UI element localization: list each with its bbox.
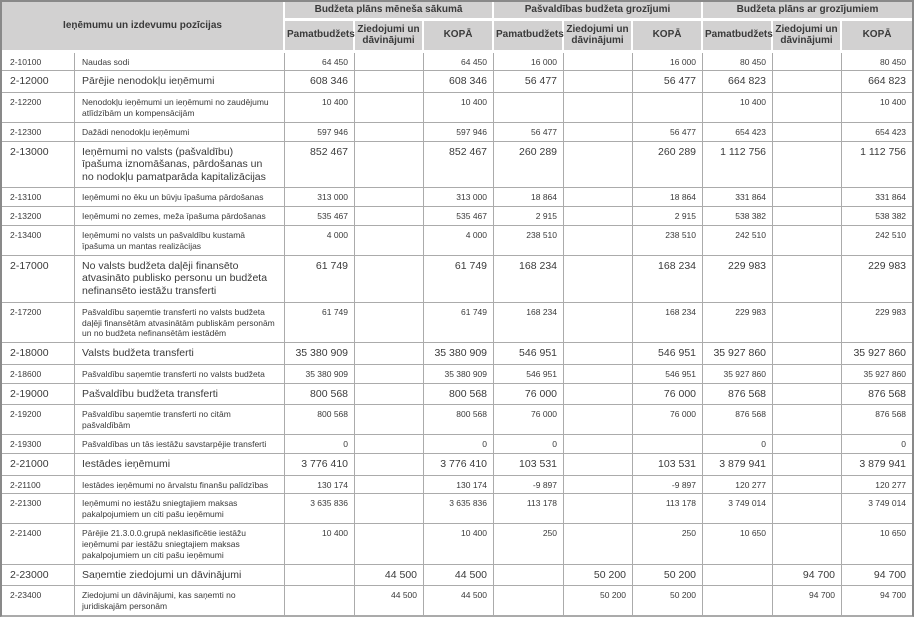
value-cell: 313 000 — [285, 188, 355, 207]
value-cell: 4 000 — [424, 226, 494, 256]
subcolumn-header: Ziedojumi un dāvinājumi — [355, 21, 424, 53]
value-cell: 94 700 — [842, 565, 912, 587]
value-cell: 0 — [703, 435, 773, 454]
table-row — [2, 565, 912, 587]
value-cell — [703, 565, 773, 587]
value-cell: 242 510 — [703, 226, 773, 256]
value-cell: 0 — [424, 435, 494, 454]
value-cell: 50 200 — [633, 586, 703, 616]
value-cell: 3 635 836 — [424, 494, 494, 524]
value-cell — [564, 454, 633, 476]
value-cell — [773, 256, 842, 303]
value-cell: 242 510 — [842, 226, 912, 256]
row-code: 2-12000 — [2, 71, 75, 93]
row-code: 2-23400 — [2, 586, 75, 616]
group-header-plan-amended: Budžeta plāns ar grozījumiem — [703, 2, 912, 21]
value-cell — [773, 494, 842, 524]
value-cell: -9 897 — [494, 476, 564, 495]
value-cell: 800 568 — [285, 405, 355, 435]
row-name: Pārējie 21.3.0.0.grupā neklasificētie iestāžu ieņēmumi par iestāžu sniegtajiem maksas pakalpojumiem un citi pašu ieņēmumi — [75, 524, 285, 565]
value-cell — [494, 93, 564, 123]
value-cell: 608 346 — [285, 71, 355, 93]
value-cell: 597 946 — [424, 123, 494, 142]
value-cell — [773, 343, 842, 365]
row-name: Pašvaldību saņemtie transferti no citām pašvaldībām — [75, 405, 285, 435]
value-cell: 4 000 — [285, 226, 355, 256]
value-cell: 260 289 — [633, 142, 703, 189]
value-cell: 3 776 410 — [424, 454, 494, 476]
value-cell — [564, 226, 633, 256]
value-cell: 538 382 — [842, 207, 912, 226]
row-code: 2-13000 — [2, 142, 75, 189]
row-code: 2-13100 — [2, 188, 75, 207]
subcolumn-header: Pamatbudžets — [494, 21, 564, 53]
value-cell: 44 500 — [355, 565, 424, 587]
value-cell: 113 178 — [633, 494, 703, 524]
row-code: 2-21300 — [2, 494, 75, 524]
value-cell: 10 400 — [285, 524, 355, 565]
value-cell — [355, 207, 424, 226]
value-cell: 2 915 — [494, 207, 564, 226]
row-name: Ieņēmumi no zemes, meža īpašuma pārdošanas — [75, 207, 285, 226]
value-cell: 260 289 — [494, 142, 564, 189]
value-cell: 250 — [494, 524, 564, 565]
table-row — [2, 494, 912, 524]
row-code: 2-23000 — [2, 565, 75, 587]
value-cell: 50 200 — [633, 565, 703, 587]
value-cell: 64 450 — [285, 53, 355, 72]
value-cell: 103 531 — [633, 454, 703, 476]
subcolumn-header: KOPĀ — [842, 21, 912, 53]
value-cell — [355, 303, 424, 344]
table-row — [2, 123, 912, 142]
row-code: 2-21100 — [2, 476, 75, 495]
value-cell: 3 635 836 — [285, 494, 355, 524]
row-name: Iestādes ieņēmumi — [75, 454, 285, 476]
value-cell: 546 951 — [633, 343, 703, 365]
value-cell: 76 000 — [494, 405, 564, 435]
value-cell — [564, 188, 633, 207]
value-cell: 61 749 — [285, 303, 355, 344]
subcolumn-header: Ziedojumi un dāvinājumi — [773, 21, 842, 53]
value-cell: 168 234 — [494, 303, 564, 344]
value-cell — [355, 524, 424, 565]
value-cell: 10 650 — [842, 524, 912, 565]
value-cell: 535 467 — [424, 207, 494, 226]
value-cell: 3 749 014 — [842, 494, 912, 524]
value-cell — [773, 476, 842, 495]
value-cell: 597 946 — [285, 123, 355, 142]
value-cell: 1 112 756 — [703, 142, 773, 189]
row-name: Pašvaldību budžeta transferti — [75, 384, 285, 406]
value-cell — [564, 256, 633, 303]
value-cell — [285, 586, 355, 616]
value-cell: 56 477 — [633, 71, 703, 93]
value-cell: 800 568 — [285, 384, 355, 406]
row-code: 2-13200 — [2, 207, 75, 226]
value-cell — [564, 435, 633, 454]
value-cell: 35 927 860 — [703, 343, 773, 365]
value-cell: 10 400 — [703, 93, 773, 123]
value-cell: 664 823 — [842, 71, 912, 93]
value-cell: 800 568 — [424, 405, 494, 435]
value-cell: 18 864 — [494, 188, 564, 207]
value-cell: 535 467 — [285, 207, 355, 226]
value-cell: 44 500 — [424, 565, 494, 587]
value-cell — [564, 524, 633, 565]
value-cell — [773, 454, 842, 476]
value-cell — [355, 365, 424, 384]
value-cell: 546 951 — [494, 365, 564, 384]
value-cell — [564, 405, 633, 435]
value-cell — [703, 586, 773, 616]
value-cell: 56 477 — [494, 71, 564, 93]
row-code: 2-12300 — [2, 123, 75, 142]
value-cell — [633, 435, 703, 454]
table-row — [2, 435, 912, 454]
value-cell — [773, 405, 842, 435]
table-header — [2, 2, 912, 53]
value-cell: 76 000 — [633, 405, 703, 435]
value-cell: 168 234 — [633, 256, 703, 303]
value-cell: 103 531 — [494, 454, 564, 476]
value-cell: 852 467 — [424, 142, 494, 189]
table-row — [2, 207, 912, 226]
row-name: Naudas sodi — [75, 53, 285, 72]
row-name: No valsts budžeta daļēji finansēto atvasināto publisko personu un budžeta nefinansēto iestāžu transferti — [75, 256, 285, 303]
value-cell: 229 983 — [703, 303, 773, 344]
value-cell: 331 864 — [703, 188, 773, 207]
value-cell — [564, 123, 633, 142]
value-cell: 35 380 909 — [424, 365, 494, 384]
value-cell: 76 000 — [633, 384, 703, 406]
value-cell: 876 568 — [703, 384, 773, 406]
value-cell — [355, 71, 424, 93]
table-row — [2, 226, 912, 256]
value-cell: 229 983 — [703, 256, 773, 303]
row-name: Saņemtie ziedojumi un dāvinājumi — [75, 565, 285, 587]
value-cell: 876 568 — [842, 384, 912, 406]
value-cell — [355, 93, 424, 123]
table-row — [2, 405, 912, 435]
row-code: 2-19300 — [2, 435, 75, 454]
value-cell: 876 568 — [842, 405, 912, 435]
row-name: Ieņēmumi no ēku un būvju īpašuma pārdošanas — [75, 188, 285, 207]
value-cell: 35 927 860 — [703, 365, 773, 384]
value-cell — [773, 71, 842, 93]
value-cell — [773, 142, 842, 189]
row-name: Nenodokļu ieņēmumi un ieņēmumi no zaudējumu atlīdzībām un kompensācijām — [75, 93, 285, 123]
table-row — [2, 53, 912, 72]
value-cell: 35 927 860 — [842, 365, 912, 384]
value-cell: 35 380 909 — [424, 343, 494, 365]
value-cell — [773, 524, 842, 565]
value-cell: 238 510 — [633, 226, 703, 256]
subcolumn-header: KOPĀ — [424, 21, 494, 53]
value-cell: 80 450 — [842, 53, 912, 72]
row-name: Ieņēmumi no iestāžu sniegtajiem maksas pakalpojumiem un citi pašu ieņēmumi — [75, 494, 285, 524]
row-code: 2-18600 — [2, 365, 75, 384]
value-cell: 800 568 — [424, 384, 494, 406]
value-cell: 64 450 — [424, 53, 494, 72]
value-cell: 654 423 — [842, 123, 912, 142]
value-cell: 61 749 — [285, 256, 355, 303]
table-row — [2, 142, 912, 189]
value-cell: 10 650 — [703, 524, 773, 565]
value-cell: 3 879 941 — [842, 454, 912, 476]
value-cell — [564, 207, 633, 226]
value-cell — [564, 365, 633, 384]
value-cell: 664 823 — [703, 71, 773, 93]
subcolumn-header: Ziedojumi un dāvinājumi — [564, 21, 633, 53]
value-cell: 94 700 — [773, 586, 842, 616]
value-cell: 76 000 — [494, 384, 564, 406]
value-cell — [564, 303, 633, 344]
value-cell — [773, 384, 842, 406]
value-cell — [773, 123, 842, 142]
row-name: Dažādi nenodokļu ieņēmumi — [75, 123, 285, 142]
value-cell: 3 749 014 — [703, 494, 773, 524]
row-code: 2-12200 — [2, 93, 75, 123]
value-cell — [494, 586, 564, 616]
value-cell: 35 380 909 — [285, 343, 355, 365]
value-cell: 608 346 — [424, 71, 494, 93]
table-body — [2, 53, 912, 617]
value-cell: 130 174 — [285, 476, 355, 495]
value-cell — [564, 71, 633, 93]
value-cell: 546 951 — [633, 365, 703, 384]
value-cell: 0 — [285, 435, 355, 454]
row-code: 2-18000 — [2, 343, 75, 365]
value-cell: 313 000 — [424, 188, 494, 207]
value-cell — [564, 384, 633, 406]
row-name: Valsts budžeta transferti — [75, 343, 285, 365]
row-name: Ieņēmumi no valsts un pašvaldību kustamā īpašuma un mantas realizācijas — [75, 226, 285, 256]
table-row — [2, 586, 912, 616]
subcolumn-header: Pamatbudžets — [285, 21, 355, 53]
value-cell: 130 174 — [424, 476, 494, 495]
value-cell: 3 776 410 — [285, 454, 355, 476]
value-cell — [355, 188, 424, 207]
value-cell: 16 000 — [633, 53, 703, 72]
value-cell — [773, 207, 842, 226]
subcolumn-header: Pamatbudžets — [703, 21, 773, 53]
value-cell: 35 927 860 — [842, 343, 912, 365]
table-row — [2, 256, 912, 303]
value-cell: 61 749 — [424, 256, 494, 303]
value-cell: 120 277 — [842, 476, 912, 495]
value-cell — [355, 384, 424, 406]
value-cell — [633, 93, 703, 123]
row-name: Pārējie nenodokļu ieņēmumi — [75, 71, 285, 93]
value-cell: 2 915 — [633, 207, 703, 226]
value-cell — [285, 565, 355, 587]
value-cell: 331 864 — [842, 188, 912, 207]
value-cell: 3 879 941 — [703, 454, 773, 476]
value-cell: 44 500 — [424, 586, 494, 616]
row-code: 2-13400 — [2, 226, 75, 256]
table-row — [2, 454, 912, 476]
value-cell: 94 700 — [842, 586, 912, 616]
row-name: Pašvaldības un tās iestāžu savstarpējie transferti — [75, 435, 285, 454]
group-header-plan-start: Budžeta plāns mēneša sākumā — [285, 2, 494, 21]
value-cell: 35 380 909 — [285, 365, 355, 384]
value-cell: 0 — [842, 435, 912, 454]
value-cell — [355, 435, 424, 454]
group-header-row — [2, 2, 912, 21]
row-code: 2-17000 — [2, 256, 75, 303]
value-cell: 168 234 — [633, 303, 703, 344]
row-code: 2-10100 — [2, 53, 75, 72]
row-name: Iestādes ieņēmumi no ārvalstu finanšu palīdzības — [75, 476, 285, 495]
value-cell: 18 864 — [633, 188, 703, 207]
value-cell: 16 000 — [494, 53, 564, 72]
row-name: Pašvaldību saņemtie transferti no valsts budžeta — [75, 365, 285, 384]
value-cell: 1 112 756 — [842, 142, 912, 189]
value-cell — [564, 142, 633, 189]
value-cell: 10 400 — [424, 524, 494, 565]
table-row — [2, 303, 912, 344]
table-row — [2, 476, 912, 495]
value-cell — [564, 343, 633, 365]
value-cell: 61 749 — [424, 303, 494, 344]
value-cell: 80 450 — [703, 53, 773, 72]
value-cell: 94 700 — [773, 565, 842, 587]
value-cell: 113 178 — [494, 494, 564, 524]
row-code: 2-21400 — [2, 524, 75, 565]
table-row — [2, 93, 912, 123]
value-cell — [355, 53, 424, 72]
value-cell — [564, 494, 633, 524]
value-cell: 229 983 — [842, 256, 912, 303]
value-cell: 50 200 — [564, 586, 633, 616]
row-name: Pašvaldību saņemtie transferti no valsts budžeta daļēji finansētām atvasinātām publiskām personām un no budžeta nefinansētām iestādēm — [75, 303, 285, 344]
value-cell: 10 400 — [424, 93, 494, 123]
row-name: Ieņēmumi no valsts (pašvaldību) īpašuma iznomāšanas, pārdošanas un no nodokļu pamatparāda kapitalizācijas — [75, 142, 285, 189]
value-cell: 852 467 — [285, 142, 355, 189]
value-cell — [355, 494, 424, 524]
value-cell — [355, 256, 424, 303]
row-name: Ziedojumi un dāvinājumi, kas saņemti no juridiskajām personām — [75, 586, 285, 616]
value-cell: 10 400 — [285, 93, 355, 123]
table-row — [2, 384, 912, 406]
table-row — [2, 188, 912, 207]
table-row — [2, 524, 912, 565]
value-cell — [355, 343, 424, 365]
row-code: 2-21000 — [2, 454, 75, 476]
corner-header: Ieņēmumu un izdevumu pozīcijas — [2, 2, 285, 53]
value-cell: -9 897 — [633, 476, 703, 495]
value-cell: 876 568 — [703, 405, 773, 435]
value-cell — [355, 454, 424, 476]
value-cell: 250 — [633, 524, 703, 565]
value-cell — [564, 93, 633, 123]
value-cell: 238 510 — [494, 226, 564, 256]
value-cell — [773, 226, 842, 256]
value-cell: 538 382 — [703, 207, 773, 226]
group-header-amendments: Pašvaldības budžeta grozījumi — [494, 2, 703, 21]
value-cell — [564, 53, 633, 72]
value-cell: 50 200 — [564, 565, 633, 587]
value-cell — [355, 142, 424, 189]
value-cell — [564, 476, 633, 495]
row-code: 2-19200 — [2, 405, 75, 435]
table-row — [2, 343, 912, 365]
value-cell — [355, 123, 424, 142]
value-cell: 0 — [494, 435, 564, 454]
table-row — [2, 71, 912, 93]
subcolumn-header: KOPĀ — [633, 21, 703, 53]
row-code: 2-19000 — [2, 384, 75, 406]
row-code: 2-17200 — [2, 303, 75, 344]
value-cell — [773, 435, 842, 454]
value-cell — [773, 365, 842, 384]
value-cell — [355, 226, 424, 256]
value-cell — [773, 93, 842, 123]
value-cell: 56 477 — [633, 123, 703, 142]
table-row — [2, 365, 912, 384]
value-cell: 546 951 — [494, 343, 564, 365]
value-cell — [355, 476, 424, 495]
value-cell — [773, 303, 842, 344]
value-cell — [773, 53, 842, 72]
value-cell — [773, 188, 842, 207]
value-cell — [494, 565, 564, 587]
value-cell: 229 983 — [842, 303, 912, 344]
value-cell: 168 234 — [494, 256, 564, 303]
value-cell — [355, 405, 424, 435]
value-cell: 56 477 — [494, 123, 564, 142]
value-cell: 120 277 — [703, 476, 773, 495]
value-cell: 10 400 — [842, 93, 912, 123]
value-cell: 654 423 — [703, 123, 773, 142]
value-cell: 44 500 — [355, 586, 424, 616]
